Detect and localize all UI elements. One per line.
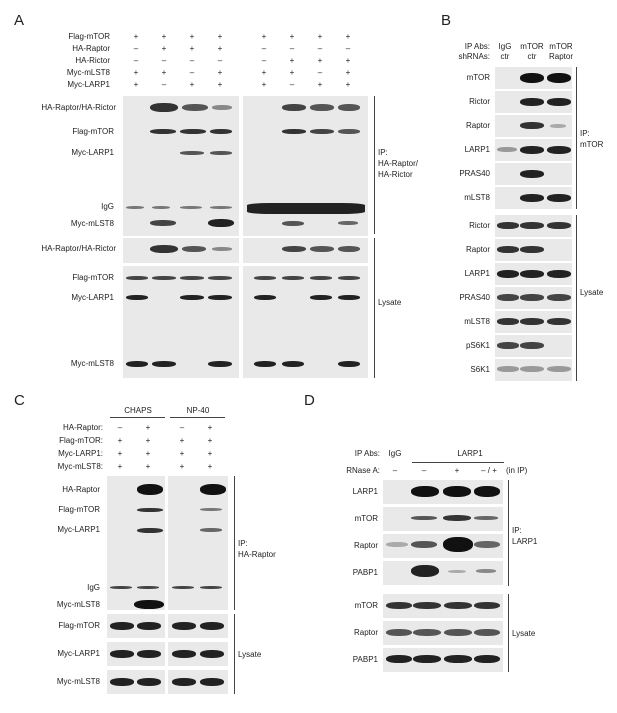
row-label: Myc-LARP1 xyxy=(57,525,100,534)
band xyxy=(247,203,365,214)
band xyxy=(110,650,134,658)
band xyxy=(254,276,276,280)
group-label: CHAPS xyxy=(124,406,152,415)
band xyxy=(172,622,196,630)
condition-sign: – xyxy=(289,44,295,53)
lane-ip: mTOR xyxy=(520,42,544,51)
cond-label: HA-Raptor xyxy=(72,44,110,53)
band xyxy=(547,73,571,83)
band xyxy=(200,622,224,630)
header-label: shRNAs: xyxy=(458,52,490,61)
condition-sign: – xyxy=(117,423,123,432)
cond-label: HA-Raptor: xyxy=(62,423,103,432)
condition-sign: – xyxy=(133,44,139,53)
condition-sign: + xyxy=(117,436,123,445)
band xyxy=(137,528,163,533)
band xyxy=(386,602,412,609)
band xyxy=(137,508,163,512)
condition-sign: + xyxy=(345,80,351,89)
bracket-label: Lysate xyxy=(238,650,262,659)
band xyxy=(137,650,161,658)
band xyxy=(208,219,234,227)
bracket-label: IP: xyxy=(580,129,590,138)
band xyxy=(172,586,194,589)
panel-a-ip-blot-left xyxy=(123,96,239,236)
band xyxy=(338,246,360,252)
band xyxy=(413,602,441,609)
band xyxy=(180,206,202,209)
condition-sign: + xyxy=(317,32,323,41)
condition-sign: + xyxy=(345,68,351,77)
condition-sign: + xyxy=(217,68,223,77)
band xyxy=(150,129,176,134)
bracket-label: IP: xyxy=(238,539,248,548)
ip-bracket xyxy=(234,476,235,610)
band xyxy=(413,629,441,636)
condition-sign: + xyxy=(133,32,139,41)
condition-sign: + xyxy=(217,80,223,89)
condition-sign: + xyxy=(261,32,267,41)
row-label: Myc-mLST8 xyxy=(70,219,114,228)
row-label: S6K1 xyxy=(470,365,490,374)
band xyxy=(152,206,170,209)
bracket-label: HA-Rictor xyxy=(378,170,413,179)
band xyxy=(520,318,544,325)
lysate-bracket xyxy=(234,614,235,694)
condition-sign: + xyxy=(289,32,295,41)
row-label: Raptor xyxy=(353,541,378,550)
row-label: Myc-LARP1 xyxy=(71,293,114,302)
band xyxy=(338,361,360,367)
cond-label: Flag-mTOR: xyxy=(59,436,103,445)
panel-a-ip-blot-right xyxy=(243,96,368,236)
band xyxy=(182,246,206,252)
condition-sign: + xyxy=(133,68,139,77)
band xyxy=(110,622,134,630)
band xyxy=(282,221,304,226)
band xyxy=(547,194,571,202)
condition-sign: + xyxy=(217,32,223,41)
band xyxy=(338,221,358,225)
condition-sign: + xyxy=(189,32,195,41)
band xyxy=(172,650,196,658)
band xyxy=(110,678,134,686)
band xyxy=(520,294,544,301)
band xyxy=(520,98,544,106)
condition-sign: – xyxy=(161,80,167,89)
row-label: mTOR xyxy=(354,514,378,523)
band xyxy=(411,516,437,520)
lysate-bracket xyxy=(508,594,509,672)
band xyxy=(310,246,334,252)
row-label: LARP1 xyxy=(464,145,490,154)
band xyxy=(110,586,132,589)
band xyxy=(411,565,439,577)
row-label: Rictor xyxy=(469,97,490,106)
rnase-value: – xyxy=(392,466,398,475)
band xyxy=(547,270,571,278)
band xyxy=(126,295,148,300)
condition-sign: + xyxy=(207,423,213,432)
bracket-label: Lysate xyxy=(512,629,536,638)
row-label: Raptor xyxy=(353,628,378,637)
row-label: mTOR xyxy=(354,601,378,610)
band xyxy=(200,484,226,495)
row-label: HA-Raptor/HA-Rictor xyxy=(41,103,116,112)
panel-b-letter: B xyxy=(441,12,452,29)
band xyxy=(550,124,566,128)
bracket-label: mTOR xyxy=(580,140,604,149)
row-label: mLST8 xyxy=(464,317,490,326)
band xyxy=(411,486,439,497)
condition-sign: + xyxy=(217,44,223,53)
ip-bracket xyxy=(508,480,509,586)
row-label: mTOR xyxy=(466,73,490,82)
band xyxy=(520,270,544,278)
condition-sign: – xyxy=(289,80,295,89)
condition-sign: + xyxy=(345,32,351,41)
band xyxy=(444,629,472,636)
band xyxy=(180,295,204,300)
band xyxy=(520,222,544,229)
condition-sign: + xyxy=(317,56,323,65)
band xyxy=(413,655,441,663)
rnase-value: + xyxy=(454,466,460,475)
band xyxy=(200,678,224,686)
band xyxy=(497,270,519,278)
bracket-label: IP: xyxy=(378,148,388,157)
group-label: NP-40 xyxy=(186,406,210,415)
band xyxy=(208,295,232,300)
row-label: HA-Raptor xyxy=(62,485,100,494)
row-label: PABP1 xyxy=(352,568,378,577)
band xyxy=(150,103,178,112)
condition-sign: + xyxy=(161,32,167,41)
cond-label: HA-Rictor xyxy=(75,56,110,65)
band xyxy=(474,629,500,636)
bracket-label: HA-Raptor xyxy=(238,550,276,559)
row-label: Flag-mTOR xyxy=(58,505,100,514)
bracket-label: Lysate xyxy=(378,298,402,307)
condition-sign: + xyxy=(207,449,213,458)
row-label: Myc-mLST8 xyxy=(56,677,100,686)
row-label: Flag-mTOR xyxy=(72,127,114,136)
condition-sign: + xyxy=(145,449,151,458)
igg-label: IgG xyxy=(388,449,402,458)
condition-sign: – xyxy=(189,56,195,65)
blot xyxy=(383,561,503,585)
condition-sign: + xyxy=(207,436,213,445)
band xyxy=(547,146,571,154)
band xyxy=(212,247,232,251)
band xyxy=(520,246,544,253)
condition-sign: + xyxy=(207,462,213,471)
band xyxy=(497,366,519,372)
bracket-label: IP: xyxy=(512,526,522,535)
band xyxy=(547,98,571,106)
condition-sign: – xyxy=(133,56,139,65)
band xyxy=(448,570,466,573)
band xyxy=(282,246,306,252)
blot xyxy=(107,476,165,610)
row-label: Myc-mLST8 xyxy=(56,600,100,609)
band xyxy=(520,73,544,83)
rnase-value: – xyxy=(421,466,427,475)
band xyxy=(152,361,176,367)
condition-sign: + xyxy=(189,80,195,89)
band xyxy=(338,295,360,300)
band xyxy=(310,276,332,280)
band xyxy=(443,537,473,552)
row-label: LARP1 xyxy=(352,487,378,496)
row-label: Raptor xyxy=(465,121,490,130)
band xyxy=(150,245,178,253)
band xyxy=(443,486,471,497)
band xyxy=(547,318,571,325)
band xyxy=(474,541,500,548)
band xyxy=(182,104,208,111)
lane-ip: mTOR xyxy=(549,42,573,51)
band xyxy=(520,194,544,202)
band xyxy=(180,151,204,155)
band xyxy=(254,295,276,300)
condition-sign: + xyxy=(145,462,151,471)
band xyxy=(282,276,304,280)
row-label: mLST8 xyxy=(464,193,490,202)
band xyxy=(444,602,472,609)
band xyxy=(210,151,232,155)
condition-sign: + xyxy=(317,80,323,89)
band xyxy=(497,342,519,349)
band xyxy=(338,129,360,134)
condition-sign: – xyxy=(261,56,267,65)
condition-sign: + xyxy=(117,462,123,471)
condition-sign: + xyxy=(345,56,351,65)
rnase-note: (in IP) xyxy=(506,466,528,475)
condition-sign: – xyxy=(345,44,351,53)
band xyxy=(208,276,232,280)
band xyxy=(126,361,148,367)
condition-sign: + xyxy=(179,436,185,445)
row-label: Flag-mTOR xyxy=(72,273,114,282)
cond-label: Myc-mLST8 xyxy=(66,68,110,77)
band xyxy=(282,129,306,134)
row-label: Flag-mTOR xyxy=(58,621,100,630)
larp1-label: LARP1 xyxy=(457,449,483,458)
band xyxy=(476,569,496,573)
row-label: IgG xyxy=(87,583,100,592)
condition-sign: – xyxy=(179,423,185,432)
band xyxy=(497,318,519,325)
panel-c-letter: C xyxy=(14,392,25,409)
band xyxy=(150,220,176,226)
band xyxy=(210,206,232,209)
band xyxy=(310,129,334,134)
row-label: Raptor xyxy=(465,245,490,254)
band xyxy=(338,104,360,111)
row-label: Myc-LARP1 xyxy=(71,148,114,157)
row-label: Rictor xyxy=(469,221,490,230)
band xyxy=(520,122,544,129)
cond-label: Myc-mLST8: xyxy=(57,462,103,471)
band xyxy=(200,650,224,658)
header-label: IP Abs: xyxy=(464,42,490,51)
band xyxy=(310,104,334,111)
band xyxy=(152,276,176,280)
row-label: Myc-LARP1 xyxy=(57,649,100,658)
band xyxy=(497,222,519,229)
band xyxy=(547,366,571,372)
condition-sign: + xyxy=(179,462,185,471)
band xyxy=(547,294,571,301)
condition-sign: + xyxy=(117,449,123,458)
band xyxy=(443,515,471,521)
band xyxy=(254,361,276,367)
band xyxy=(137,622,161,630)
band xyxy=(520,170,544,178)
condition-sign: + xyxy=(261,68,267,77)
condition-sign: + xyxy=(289,68,295,77)
condition-sign: – xyxy=(161,56,167,65)
band xyxy=(411,541,437,548)
lane-sh: ctr xyxy=(500,52,510,61)
bracket-label: HA-Raptor/ xyxy=(378,159,419,168)
band xyxy=(547,222,571,229)
band xyxy=(212,105,232,110)
band xyxy=(474,486,500,497)
blot xyxy=(168,476,228,610)
condition-sign: + xyxy=(179,449,185,458)
band xyxy=(134,600,164,609)
band xyxy=(338,276,360,280)
ip-bracket xyxy=(576,67,577,209)
band xyxy=(520,146,544,154)
band xyxy=(497,294,519,301)
band xyxy=(126,276,148,280)
band xyxy=(137,586,159,589)
bracket-label: Lysate xyxy=(580,288,604,297)
band xyxy=(210,129,232,134)
band xyxy=(137,678,161,686)
row-label: PRAS40 xyxy=(459,293,490,302)
row-label: Myc-mLST8 xyxy=(70,359,114,368)
band xyxy=(200,528,222,532)
row-label: HA-Raptor/HA-Rictor xyxy=(41,244,116,253)
band xyxy=(172,678,196,686)
row-label: pS6K1 xyxy=(465,341,490,350)
condition-sign: + xyxy=(145,423,151,432)
row-label: PRAS40 xyxy=(459,169,490,178)
ip-bracket xyxy=(374,96,375,234)
lysate-bracket xyxy=(576,215,577,381)
lysate-bracket xyxy=(374,238,375,378)
band xyxy=(180,129,206,134)
condition-sign: + xyxy=(161,44,167,53)
condition-sign: – xyxy=(317,68,323,77)
larp1-line xyxy=(412,462,504,463)
condition-sign: – xyxy=(189,68,195,77)
bracket-label: LARP1 xyxy=(512,537,538,546)
band xyxy=(180,276,204,280)
condition-sign: + xyxy=(189,44,195,53)
lane-sh: ctr xyxy=(527,52,537,61)
lane-sh: Raptor xyxy=(548,52,573,61)
band xyxy=(444,655,472,663)
band xyxy=(200,586,222,589)
ip-abs-label: IP Abs: xyxy=(354,449,380,458)
row-label: IgG xyxy=(101,202,114,211)
band xyxy=(282,361,304,367)
lane-ip: IgG xyxy=(498,42,512,51)
band xyxy=(126,206,144,209)
band xyxy=(497,147,517,152)
band xyxy=(497,246,519,253)
band xyxy=(474,516,498,520)
band xyxy=(386,542,408,547)
rnase-label: RNase A: xyxy=(346,466,380,475)
cond-label: Flag-mTOR xyxy=(68,32,110,41)
cond-label: Myc-LARP1 xyxy=(67,80,110,89)
cond-label: Myc-LARP1: xyxy=(58,449,103,458)
panel-d-letter: D xyxy=(304,392,315,409)
band xyxy=(386,629,412,636)
condition-sign: + xyxy=(161,68,167,77)
band xyxy=(200,508,222,511)
band xyxy=(474,602,500,609)
band xyxy=(386,655,412,663)
group-line xyxy=(170,417,225,418)
band xyxy=(208,361,232,367)
condition-sign: – xyxy=(217,56,223,65)
condition-sign: + xyxy=(145,436,151,445)
condition-sign: – xyxy=(261,44,267,53)
panel-a-letter: A xyxy=(14,12,25,29)
band xyxy=(520,342,544,349)
condition-sign: – xyxy=(317,44,323,53)
condition-sign: + xyxy=(261,80,267,89)
band xyxy=(310,295,332,300)
band xyxy=(474,655,500,663)
row-label: LARP1 xyxy=(464,269,490,278)
band xyxy=(520,366,544,372)
rnase-value: – / + xyxy=(481,466,497,475)
row-label: PABP1 xyxy=(352,655,378,664)
band xyxy=(137,484,163,495)
condition-sign: + xyxy=(133,80,139,89)
band xyxy=(282,104,306,111)
group-line xyxy=(110,417,165,418)
condition-sign: + xyxy=(289,56,295,65)
